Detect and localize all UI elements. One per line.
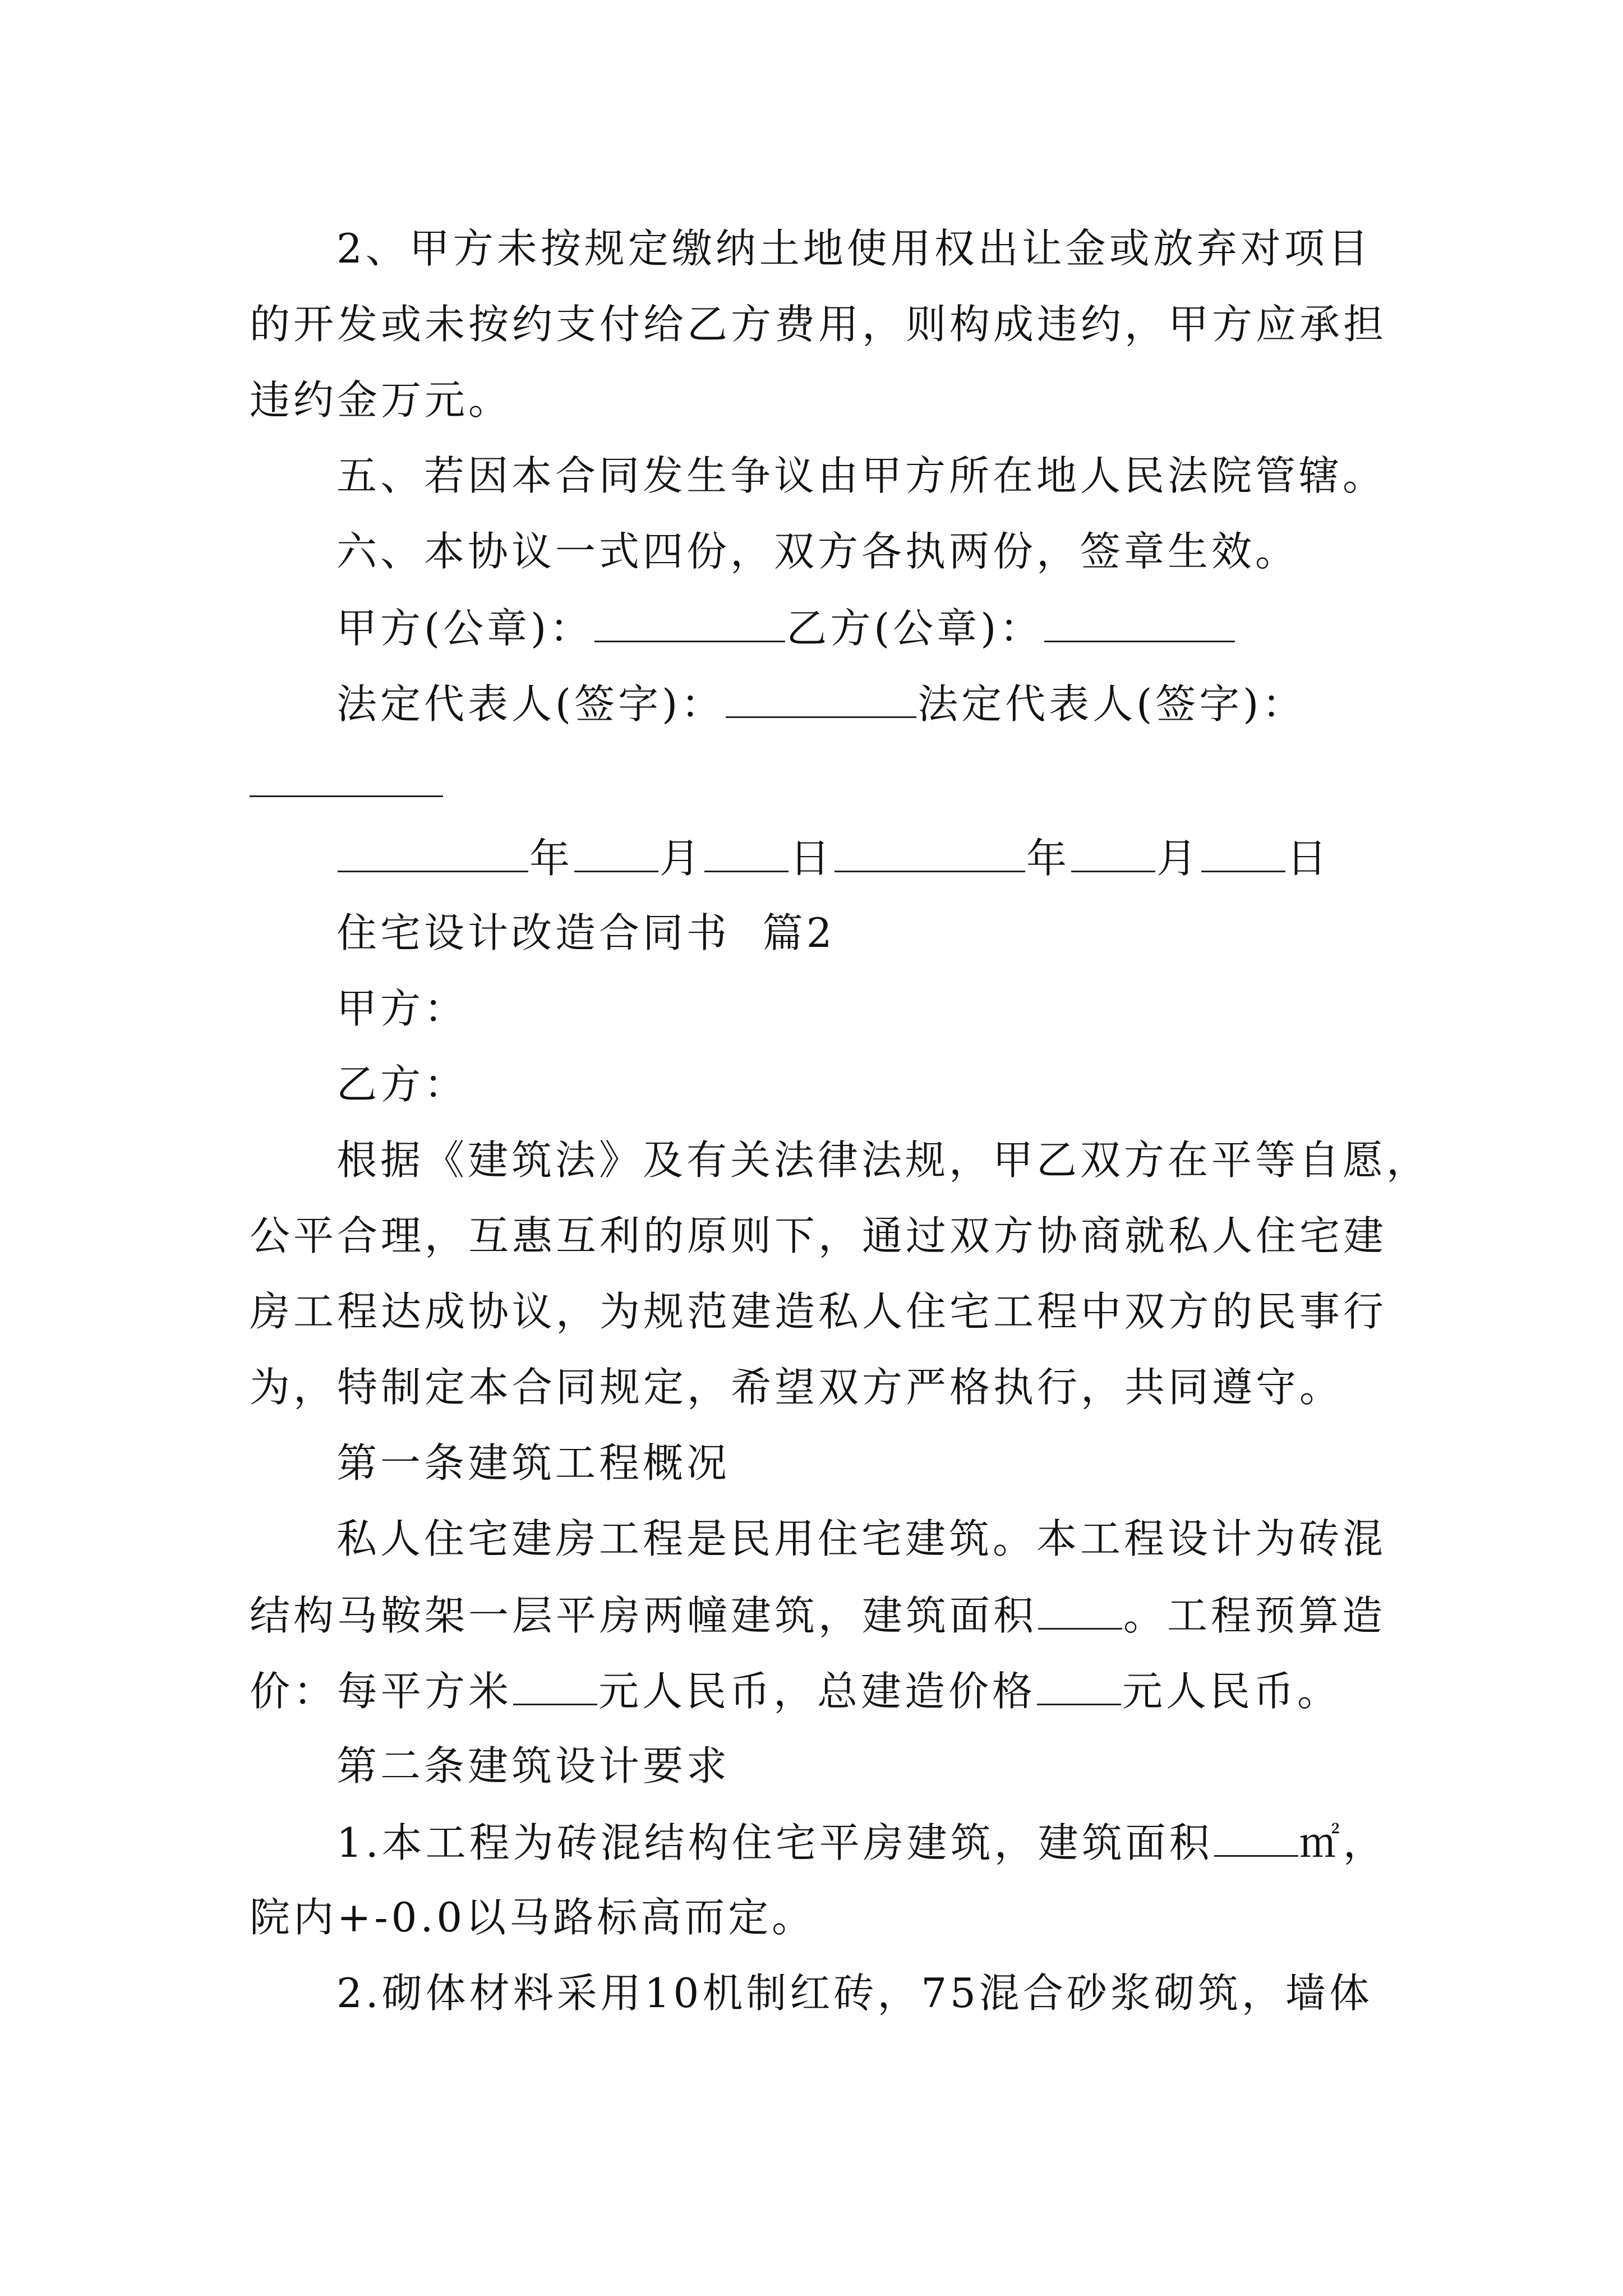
blank-field [594,600,785,642]
paragraph-line [250,1663,1399,1717]
blank-field [1037,1663,1121,1705]
text-segment: 。工程预算造 [1123,1592,1386,1639]
paragraph-line: 六、本协议一式四份，双方各执两份，签章生效。 [336,528,1299,575]
paragraph-line: 公平合理，互惠互利的原则下，通过双方协商就私人住宅建 [250,1212,1387,1259]
day-label: 日 [790,835,834,882]
text-segment: 结构马鞍架一层平房两幢建筑，建筑面积 [250,1592,1038,1639]
paragraph-line [250,1588,1399,1641]
text-segment: 元人民币。 [1122,1668,1341,1715]
party-b-rep-label: 法定代表人(签字)： [917,680,1306,728]
blank-field [726,676,916,718]
date-line [336,830,1402,884]
blank-field [250,795,443,797]
blank-field [513,1663,597,1705]
party-a-label: 甲方： [336,985,468,1032]
paragraph-line: 违约金万元。 [250,376,513,424]
paragraph-line: 2、甲方未按规定缴纳土地使用权出让金或放弃对项目 [336,225,1372,272]
year-label: 年 [529,835,574,882]
paragraph-line: 根据《建筑法》及有关法律法规，甲乙双方在平等自愿， [336,1137,1431,1184]
blank-field [1038,1588,1122,1630]
blank-field [574,830,658,872]
party-b-seal-label: 乙方(公章)： [786,605,1044,652]
blank-field [834,830,1025,872]
signature-line-representative [336,676,1402,730]
paragraph-line: 房工程达成协议，为规范建造私人住宅工程中双方的民事行 [250,1288,1387,1335]
text-segment: 1.本工程为砖混结构住宅平房建筑，建筑面积 [336,1819,1213,1866]
party-a-seal-label: 甲方(公章)： [336,605,594,652]
section-heading: 住宅设计改造合同书 篇2 [336,909,836,956]
article-heading: 第二条建筑设计要求 [336,1742,731,1789]
paragraph-line: 的开发或未按约支付给乙方费用，则构成违约，甲方应承担 [250,301,1387,348]
paragraph-line: 2.砌体材料采用10机制红砖，75混合砂浆砌筑，墙体 [336,1970,1373,2017]
blank-field [1201,830,1285,872]
day-label: 日 [1287,835,1331,882]
party-a-rep-label: 法定代表人(签字)： [336,680,725,728]
year-label: 年 [1026,835,1071,882]
signature-line-seal [336,600,1402,654]
paragraph-line: 院内+-0.0以马路标高而定。 [250,1894,816,1941]
text-segment: ㎡， [1299,1819,1387,1866]
blank-field [1044,600,1235,642]
party-b-label: 乙方： [336,1061,468,1108]
paragraph-line: 为，特制定本合同规定，希望双方严格执行，共同遵守。 [250,1364,1344,1411]
month-label: 月 [1156,835,1201,882]
article-heading: 第一条建筑工程概况 [336,1439,731,1487]
blank-field [704,830,789,872]
month-label: 月 [660,835,704,882]
paragraph-line: 私人住宅建房工程是民用住宅建筑。本工程设计为砖混 [336,1515,1387,1562]
blank-field [1071,830,1155,872]
text-segment: 价：每平方米 [250,1668,513,1715]
blank-field [1214,1815,1298,1857]
text-segment: 元人民币，总建造价格 [598,1668,1036,1715]
paragraph-line [336,1815,1402,1869]
blank-field [338,830,528,872]
paragraph-line: 五、若因本合同发生争议由甲方所在地人民法院管辖。 [336,452,1387,499]
